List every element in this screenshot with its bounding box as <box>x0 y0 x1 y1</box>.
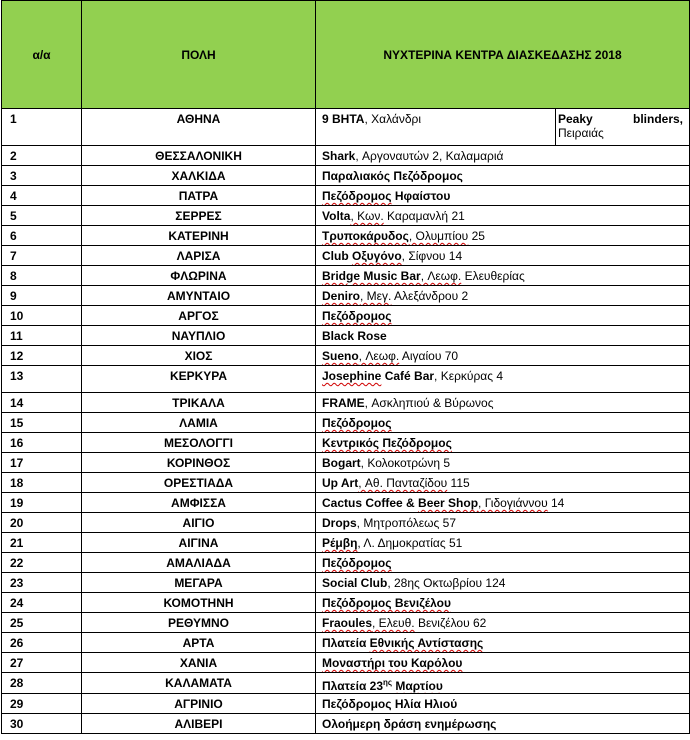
row-number: 8 <box>2 266 82 286</box>
city-name: ΑΘΗΝΑ <box>82 109 316 146</box>
city-name: ΣΕΡΡΕΣ <box>82 206 316 226</box>
venue-cell <box>316 393 690 413</box>
row-number: 9 <box>2 286 82 306</box>
venue-cell <box>316 366 690 393</box>
venue-name: Ρέμβη <box>322 536 358 550</box>
venue-cell <box>316 266 690 286</box>
table-row <box>2 226 690 246</box>
venue-cell <box>316 326 690 346</box>
row-number: 19 <box>2 493 82 513</box>
venue-name: Up Art <box>322 476 359 490</box>
venue-name: Cactus Coffee & <box>322 496 419 510</box>
venue-name: Volta <box>322 209 351 223</box>
row-number: 16 <box>2 433 82 453</box>
venue-cell <box>316 433 690 453</box>
venue-address: 14 <box>547 496 565 510</box>
table-row <box>2 694 690 714</box>
venue-cell <box>316 413 690 433</box>
city-name: ΑΜΑΛΙΑΔΑ <box>82 553 316 573</box>
venue-name: Sueno <box>322 349 359 363</box>
venue-address: , Χαλάνδρι <box>364 112 421 126</box>
venue-cell <box>316 166 690 186</box>
row-number: 23 <box>2 573 82 593</box>
table-row <box>2 346 690 366</box>
row-number: 30 <box>2 714 82 734</box>
city-name: ΑΓΡΙΝΙΟ <box>82 694 316 714</box>
row-number: 26 <box>2 633 82 653</box>
table-row <box>2 653 690 673</box>
table-row <box>2 413 690 433</box>
venue-name: Οξυγόνο <box>352 249 402 263</box>
city-name: ΑΡΤΑ <box>82 633 316 653</box>
venue-cell-extra <box>556 109 690 146</box>
header-clubs: ΝΥΧΤΕΡΙΝΑ ΚΕΝΤΡΑ ΔΙΑΣΚΕΔΑΣΗΣ 2018 <box>316 1 690 109</box>
city-name: ΦΛΩΡΙΝΑ <box>82 266 316 286</box>
table-row <box>2 593 690 613</box>
city-name: ΜΕΓΑΡΑ <box>82 573 316 593</box>
city-name: ΝΑΥΠΛΙΟ <box>82 326 316 346</box>
nightlife-table <box>1 0 690 734</box>
venue-cell <box>316 246 690 266</box>
venue-address: 25 <box>468 229 485 243</box>
city-name: ΚΑΛΑΜΑΤΑ <box>82 673 316 694</box>
venue-name: Bridge Music Bar <box>322 269 421 283</box>
table-row <box>2 246 690 266</box>
venue-cell <box>316 513 690 533</box>
row-number: 6 <box>2 226 82 246</box>
venue-cell <box>316 186 690 206</box>
venue-name: Drops <box>322 516 357 530</box>
venue-cell <box>316 694 690 714</box>
venue-cell <box>316 473 690 493</box>
venue-address: Αιγαίου 70 <box>399 349 459 363</box>
city-name: ΚΟΡΙΝΘΟΣ <box>82 453 316 473</box>
row-number: 11 <box>2 326 82 346</box>
city-name: ΑΜΥΝΤΑΙΟ <box>82 286 316 306</box>
city-name: ΛΑΜΙΑ <box>82 413 316 433</box>
venue-cell <box>316 613 690 633</box>
venue-address: , Ολυμπίου <box>408 229 469 243</box>
table-row <box>2 673 690 694</box>
venue-address: , Μητροπόλεως 57 <box>356 516 456 530</box>
venue-cell <box>316 306 690 326</box>
table-row <box>2 146 690 166</box>
table-row <box>2 306 690 326</box>
table-row <box>2 493 690 513</box>
table-row <box>2 533 690 553</box>
venue-name: Μοναστήρι του Καρόλου <box>322 656 463 670</box>
row-number: 25 <box>2 613 82 633</box>
row-number: 14 <box>2 393 82 413</box>
venue-address: , Κων. <box>350 209 384 223</box>
table-row <box>2 473 690 493</box>
table-row <box>2 109 690 146</box>
table-row <box>2 393 690 413</box>
venue-name: FRAME <box>322 396 365 410</box>
venue-cell <box>316 206 690 226</box>
table-row <box>2 166 690 186</box>
venue-address: Αλεξάνδρου 2 <box>391 289 469 303</box>
row-number: 28 <box>2 673 82 694</box>
venue-name: Πεζόδρομος <box>322 556 392 570</box>
row-number: 22 <box>2 553 82 573</box>
venue-name: Μαρτίου <box>392 679 443 693</box>
venue-name: Ηφαίστου <box>391 189 451 203</box>
city-name: ΡΕΘΥΜΝΟ <box>82 613 316 633</box>
venue-cell <box>316 109 556 146</box>
venue-name: Bogart <box>322 456 361 470</box>
venue-address: , Αθ. Πανταζίδου <box>358 476 448 490</box>
table-row <box>2 633 690 653</box>
venue-address: Ελευθερίας <box>461 269 525 283</box>
header-city: ΠΟΛΗ <box>82 1 316 109</box>
table-row <box>2 266 690 286</box>
row-number: 21 <box>2 533 82 553</box>
row-number: 12 <box>2 346 82 366</box>
city-name: ΠΑΤΡΑ <box>82 186 316 206</box>
venue-name: 9 ΒΗΤΑ <box>322 112 365 126</box>
table-row <box>2 186 690 206</box>
row-number: 2 <box>2 146 82 166</box>
venue-name: Café Bar <box>381 369 435 383</box>
table-body <box>2 109 690 734</box>
venue-address: Βενιζέλου 62 <box>414 616 487 630</box>
row-number: 24 <box>2 593 82 613</box>
venue-name: Ολοήμερη δράση ενημέρωσης <box>322 717 497 731</box>
venue-address: , Μεγ. <box>360 289 392 303</box>
city-name: ΚΑΤΕΡΙΝΗ <box>82 226 316 246</box>
venue-name: Πεζόδρομος <box>322 416 392 430</box>
venue-name: Deniro <box>322 289 361 303</box>
city-name: ΚΕΡΚΥΡΑ <box>82 366 316 393</box>
city-name: ΧΙΟΣ <box>82 346 316 366</box>
venue-name: Peaky <box>558 112 593 126</box>
venue-name: Πεζόδρομος <box>322 189 392 203</box>
row-number: 27 <box>2 653 82 673</box>
venue-name: Beer Shop <box>418 496 479 510</box>
venue-address: , Σίφνου 14 <box>401 249 463 263</box>
venue-address: , Λεωφ. <box>358 349 400 363</box>
row-number: 3 <box>2 166 82 186</box>
venue-address: Καραμανλή 21 <box>383 209 465 223</box>
header-row <box>2 1 690 109</box>
venue-cell <box>316 453 690 473</box>
venue-address: 115 <box>447 476 470 490</box>
table-row <box>2 513 690 533</box>
venue-name: Πλατεία <box>322 636 370 650</box>
row-number: 1 <box>2 109 82 146</box>
row-number: 5 <box>2 206 82 226</box>
table-row <box>2 613 690 633</box>
venue-name-sup: ης <box>383 678 393 687</box>
venue-name: Fraoules <box>322 616 373 630</box>
city-name: ΛΑΡΙΣΑ <box>82 246 316 266</box>
row-number: 17 <box>2 453 82 473</box>
table-row <box>2 326 690 346</box>
venue-name: blinders, <box>633 112 684 126</box>
venue-cell <box>316 346 690 366</box>
city-name: ΑΙΓΙΝΑ <box>82 533 316 553</box>
venue-cell <box>316 573 690 593</box>
row-number: 10 <box>2 306 82 326</box>
venue-cell <box>316 493 690 513</box>
venue-name: Πλατεία 23 <box>322 679 384 693</box>
city-name: ΜΕΣΟΛΟΓΓΙ <box>82 433 316 453</box>
table-row <box>2 453 690 473</box>
row-number: 7 <box>2 246 82 266</box>
city-name: ΑΡΓΟΣ <box>82 306 316 326</box>
venue-cell <box>316 533 690 553</box>
row-number: 15 <box>2 413 82 433</box>
table-row <box>2 573 690 593</box>
venue-cell <box>316 714 690 734</box>
venue-address: , 28ης Οκτωβρίου 124 <box>387 576 506 590</box>
table-row <box>2 714 690 734</box>
venue-address: , Αργοναυτών 2, Καλαμαριά <box>355 149 504 163</box>
venue-address: , Κολοκοτρώνη 5 <box>360 456 451 470</box>
city-name: ΘΕΣΣΑΛΟΝΙΚΗ <box>82 146 316 166</box>
table-row <box>2 366 690 393</box>
venue-name: Social Club <box>322 576 388 590</box>
city-name: ΑΙΓΙΟ <box>82 513 316 533</box>
venue-address: , Λ. Δημοκρατίας 51 <box>357 536 463 550</box>
table-row <box>2 433 690 453</box>
venue-cell <box>316 633 690 653</box>
row-number: 20 <box>2 513 82 533</box>
venue-name: Πεζόδρομος Ηλία Ηλιού <box>322 697 458 711</box>
venue-name: Εθνικής Αντίστασης <box>369 636 484 650</box>
city-name: ΤΡΙΚΑΛΑ <box>82 393 316 413</box>
venue-name: Black Rose <box>322 329 387 343</box>
venue-address: , Ασκληπιού & Βύρωνος <box>364 396 494 410</box>
table-row <box>2 553 690 573</box>
header-aa: α/α <box>2 1 82 109</box>
venue-name: Κεντρικός Πεζόδρομος <box>322 436 452 450</box>
city-name: ΑΜΦΙΣΣΑ <box>82 493 316 513</box>
venue-address: , Λεωφ. <box>420 269 462 283</box>
venue-address: , Κερκύρας 4 <box>434 369 504 383</box>
row-number: 18 <box>2 473 82 493</box>
row-number: 4 <box>2 186 82 206</box>
venue-address: Πειραιάς <box>558 126 604 140</box>
venue-address: , Ελευθ. <box>372 616 415 630</box>
city-name: ΑΛΙΒΕΡΙ <box>82 714 316 734</box>
venue-cell <box>316 553 690 573</box>
venue-name: Παραλιακός Πεζόδρομος <box>322 169 463 183</box>
city-name: ΚΟΜΟΤΗΝΗ <box>82 593 316 613</box>
city-name: ΧΑΛΚΙΔΑ <box>82 166 316 186</box>
venue-name: Τρυποκάρυδος <box>322 229 409 243</box>
venue-cell <box>316 593 690 613</box>
table-row <box>2 206 690 226</box>
city-name: ΟΡΕΣΤΙΑΔΑ <box>82 473 316 493</box>
venue-cell <box>316 286 690 306</box>
city-name: ΧΑΝΙΑ <box>82 653 316 673</box>
venue-cell <box>316 226 690 246</box>
venue-name: Πεζόδρομος <box>322 309 392 323</box>
table-row <box>2 286 690 306</box>
venue-cell <box>316 146 690 166</box>
venue-name: Shark <box>322 149 356 163</box>
venue-cell <box>316 653 690 673</box>
venue-name: Πεζόδρομος Βενιζέλου <box>322 596 451 610</box>
venue-cell <box>316 673 690 694</box>
row-number: 29 <box>2 694 82 714</box>
venue-name: Club <box>322 249 352 263</box>
row-number: 13 <box>2 366 82 393</box>
venue-name: Josephine <box>322 369 382 383</box>
venue-address: , Γιδογιάννου <box>478 496 548 510</box>
